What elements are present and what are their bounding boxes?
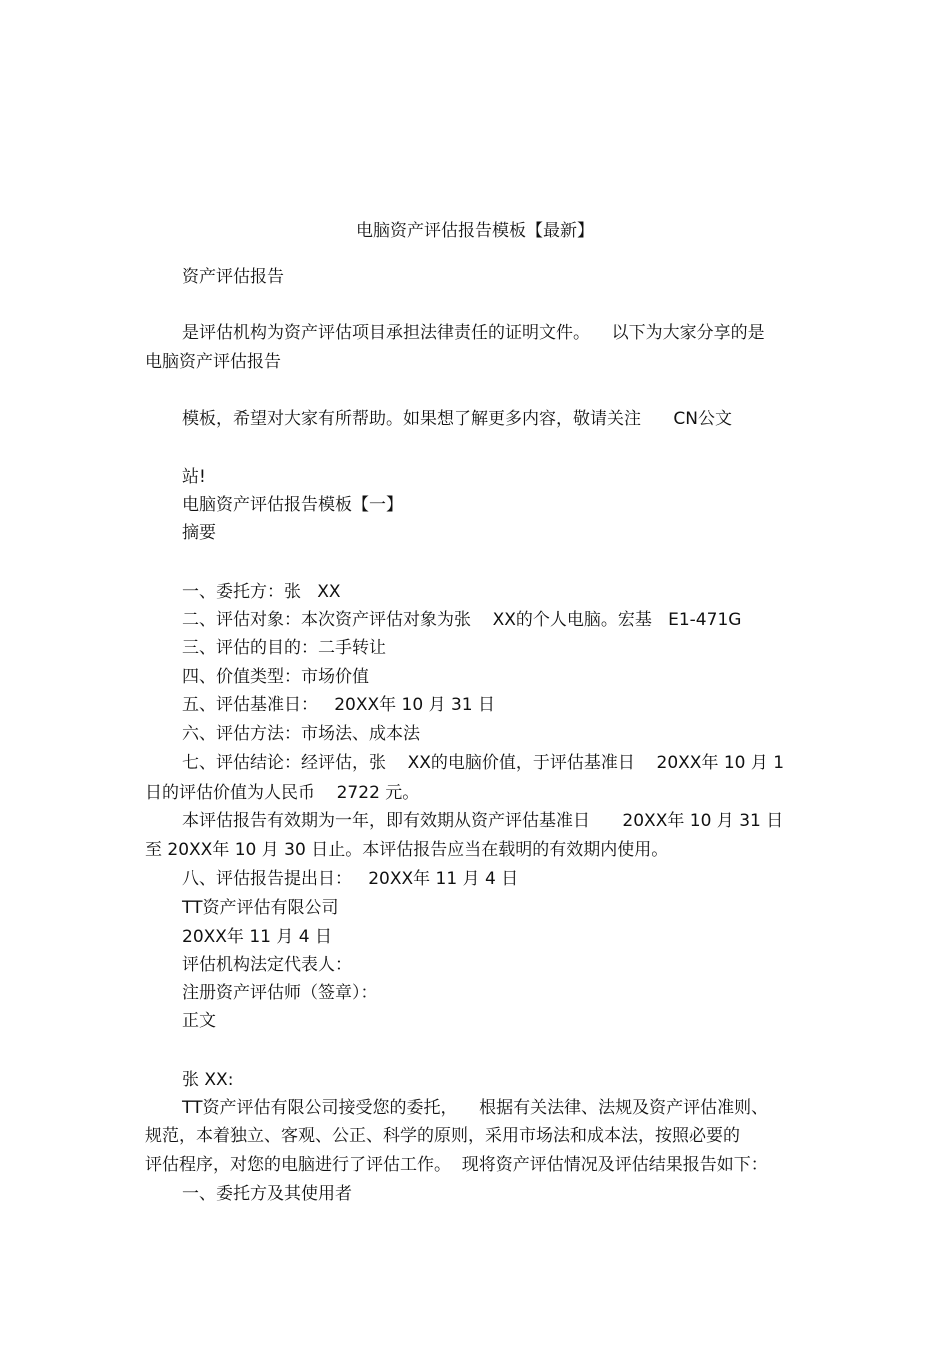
text-line: 正文 <box>182 1011 216 1031</box>
text-line: 五、评估基准日： 20XX年 10 月 31 日 <box>182 695 496 715</box>
text-line: TT资产评估有限公司接受您的委托， 根据有关法律、法规及资产评估准则、 <box>182 1098 769 1118</box>
text-line: 本评估报告有效期为一年，即有效期从资产评估基准日 20XX年 10 月 31 日 <box>182 811 784 831</box>
text-line: 电脑资产评估报告 <box>145 352 281 372</box>
document-title: 电脑资产评估报告模板【最新】 <box>356 221 594 241</box>
text-line: 20XX年 11 月 4 日 <box>182 927 332 947</box>
text-line: 模板，希望对大家有所帮助。如果想了解更多内容，敬请关注 CN公文 <box>182 409 733 429</box>
text-line: 至 20XX年 10 月 30 日止。本评估报告应当在载明的有效期内使用。 <box>145 840 669 860</box>
text-line: 日的评估价值为人民币 2722 元。 <box>145 783 420 803</box>
text-line: 张 XX: <box>182 1070 234 1090</box>
text-line: 八、评估报告提出日： 20XX年 11 月 4 日 <box>182 869 519 889</box>
text-line: 七、评估结论：经评估，张 XX的电脑价值，于评估基准日 20XX年 10 月 1 <box>182 753 785 773</box>
text-line: 注册资产评估师（签章）： <box>182 983 378 1003</box>
text-line: 四、价值类型：市场价值 <box>182 667 369 687</box>
text-line: 三、评估的目的：二手转让 <box>182 638 386 658</box>
text-line: 站! <box>182 467 206 487</box>
text-line: 资产评估报告 <box>182 267 284 287</box>
text-line: 二、评估对象：本次资产评估对象为张 XX的个人电脑。宏基 E1-471G <box>182 610 742 630</box>
text-line: 一、委托方及其使用者 <box>182 1184 352 1204</box>
text-line: 一、委托方：张 XX <box>182 582 341 602</box>
text-line: 电脑资产评估报告模板【一】 <box>182 495 403 515</box>
text-line: 是评估机构为资产评估项目承担法律责任的证明文件。 以下为大家分享的是 <box>182 323 765 343</box>
text-line: 摘要 <box>182 523 216 543</box>
text-line: TT资产评估有限公司 <box>182 898 339 918</box>
text-line: 六、评估方法：市场法、成本法 <box>182 724 420 744</box>
text-line: 规范，本着独立、客观、公正、科学的原则，采用市场法和成本法，按照必要的 <box>145 1126 740 1146</box>
text-line: 评估程序，对您的电脑进行了评估工作。 现将资产评估情况及评估结果报告如下： <box>145 1155 768 1175</box>
text-line: 评估机构法定代表人： <box>182 955 352 975</box>
